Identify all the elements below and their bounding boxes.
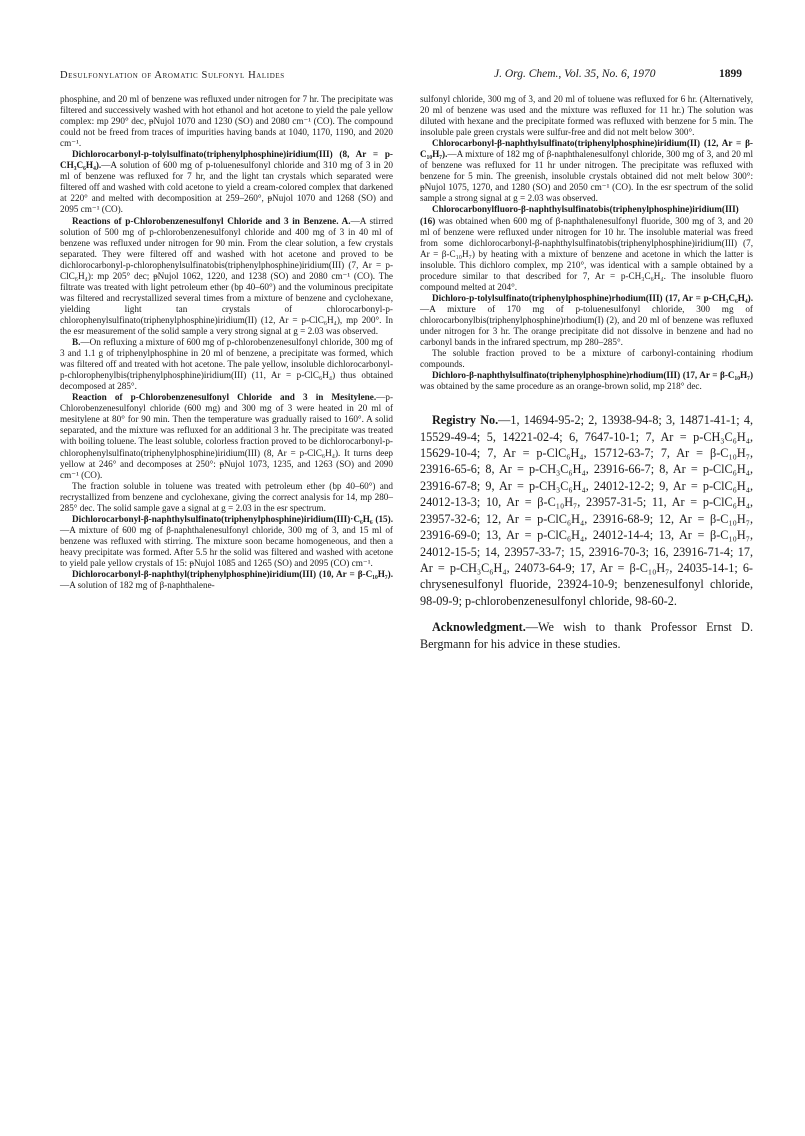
paragraph-heading: Dichloro-p-tolylsulfinato(triphenylphosphine)rhodium(III) (17, Ar = p-CH₃C₆H₄). <box>432 292 753 303</box>
paragraph: Reaction of p-Chlorobenzenesulfonyl Chloride and 3 in Mesitylene.—p-Chlorobenzenesulfonyl chloride (600 mg) and 300 mg of 3 were heated in 20 ml of mesitylene at 80° for 90 min. Then the temperature was gradually raised to 160°. A solid separated, and the mixture was refluxed for an additional 3 hr. The precipitate was treated with boiling toluene. The least soluble, colorless fraction proved to be dichlorocarbonyl-p-chlorophenylsulfinato(triphenylphosphine)iridium(III) (8, Ar = p-ClC₆H₄). It turns deep yellow at 246° and decomposes at 250°: ᵽNujol 1073, 1235, and 1263 (SO) and 2090 cm⁻¹ (CO). <box>60 392 393 480</box>
paragraph: Dichlorocarbonyl-p-tolylsulfinato(triphenylphosphine)iridium(III) (8, Ar = p-CH₃C₆H₄).—A solution of 600 mg of p-toluenesulfonyl chloride and 310 mg of 3 in 20 ml of benzene was refluxed for 7 hr, and the light tan crystals which separated were filtered off and washed with cold acetone to yield a cream-colored complex that darkened at 220° and melted with decomposition at 259–260°, ᵽNujol 1070 and 1268 (SO) and 2095 cm⁻¹ (CO). <box>60 149 393 215</box>
paragraph: sulfonyl chloride, 300 mg of 3, and 20 ml of toluene was refluxed for 6 hr. (Alternatively, 20 ml of benzene was used and the mixture was refluxed for 11 hr.) The solution was diluted with hexane and the precipitate formed was refluxed with benzene for 5 min. The insoluble pale green crystals were sulfur-free and did not melt below 300°. <box>420 94 753 138</box>
paragraph-heading: Dichloro-β-naphthylsulfinato(triphenylphosphine)rhodium(III) (17, Ar = β-C₁₀H₇) <box>432 370 753 381</box>
paragraph-heading: Reactions of p-Chlorobenzenesulfonyl Chloride and 3 in Benzene. A. <box>72 215 351 226</box>
paragraph-heading: Reaction of p-Chlorobenzenesulfonyl Chloride and 3 in Mesitylene. <box>72 392 377 403</box>
paragraph: The soluble fraction proved to be a mixture of carbonyl-containing rhodium compounds. <box>420 348 753 370</box>
paragraph-heading: Dichlorocarbonyl-β-naphthyl(triphenylphosphine)iridium(III) (10, Ar = β-C₁₀H₇). <box>72 569 393 580</box>
paragraph: Chlorocarbonylfluoro-β-naphthylsulfinatobis(triphenylphosphine)iridium(III) (16) was obtained when 600 mg of β-naphthalenesulfonyl fluoride, 300 mg of 3, and 20 ml of benzene were refluxed under nitrogen for 10 hr. The insoluble material was freed from some dichlorocarbonyl-β-naphthylsulfinatobis(triphenylphosphine)iridium(III) (7, Ar = β-C₁₀H₇) by heating with a mixture of benzene and acetone in which the latter is insoluble. This dichloro complex, mp 210°, was identical with a sample obtained by a procedure similar to that described for 7, Ar = p-CH₃C₆H₄. The insoluble fluoro compound melted at 204°. <box>420 204 753 292</box>
paragraph: Reactions of p-Chlorobenzenesulfonyl Chloride and 3 in Benzene. A.—A stirred solution of 500 mg of p-chlorobenzenesulfonyl chloride and 400 mg of 3 in 40 ml of benzene was refluxed under nitrogen for 90 min. From the clear solution, a few crystals separated. They were filtered off and washed with hot acetone and proved to be dichlorocarbonyl-p-chlorophenylsulfinatobis(triphenylphosphine)iridium(III) (7, Ar = p-ClC₆H₄): mp 205° dec; ᵽNujol 1062, 1220, and 1238 (SO) and 2080 cm⁻¹ (CO). The filtrate was treated with light petroleum ether (bp 40–60°) and the voluminous precipitate was filtered and recrystallized several times from a mixture of benzene and cyclohexane, yielding light tan crystals of chlorocarbonyl-p-chlorophenylsulfinato(triphenylphosphine)iridium(II) (12, Ar = p-ClC₆H₄), mp 200°. In the esr measurement of the solid sample a very strong signal at g = 2.03 was observed. <box>60 215 393 336</box>
paragraph: Dichlorocarbonyl-β-naphthylsulfinato(triphenylphosphine)iridium(III)·C₆H₆ (15).—A mixture of 600 mg of β-naphthalenesulfonyl chloride, 300 mg of 3, and 15 ml of benzene was refluxed with stirring. The mixture soon became homogeneous, and then a heavy precipitate was formed. After 5.5 hr the solid was filtered and washed with acetone to yield pale yellow crystals of 15: ᵽNujol 1085 and 1265 (SO) and 2095 (CO) cm⁻¹. <box>60 513 393 568</box>
paragraph: Dichloro-β-naphthylsulfinato(triphenylphosphine)rhodium(III) (17, Ar = β-C₁₀H₇) was obtained by the same procedure as an orange-brown solid, mp 218° dec. <box>420 370 753 392</box>
page-number: 1899 <box>719 68 742 80</box>
paragraph-heading: Chlorocarbonyl-β-naphthylsulfinato(triphenylphosphine)iridium(II) (12, Ar = β-C₁₀H₇). <box>420 138 753 160</box>
right-column <box>420 94 753 652</box>
paragraph: The fraction soluble in toluene was treated with petroleum ether (bp 40–60°) and recrystallized from benzene and cyclohexane, giving the correct analysis for 14, mp 280–285° dec. The solid sample gave a signal at g = 2.03 in the esr spectrum. <box>60 480 393 513</box>
paragraph-heading: Dichlorocarbonyl-p-tolylsulfinato(triphenylphosphine)iridium(III) (8, Ar = p-CH₃C₆H₄). <box>60 149 393 171</box>
journal-citation: J. Org. Chem., Vol. 35, No. 6, 1970 <box>494 68 656 80</box>
paragraph: Chlorocarbonyl-β-naphthylsulfinato(triphenylphosphine)iridium(II) (12, Ar = β-C₁₀H₇).—A mixture of 182 mg of β-naphthalenesulfonyl chloride, 300 mg of 3, and 20 ml of benzene was refluxed for 11 hr under nitrogen. The precipitate was refluxed with benzene for 5 min. The greenish, insoluble crystals obtained did not melt below 300°: ᵽNujol 1075, 1270, and 1280 (SO) and 2050 cm⁻¹ (CO). In the esr spectrum of the solid sample a strong signal at g = 2.03 was observed. <box>420 138 753 204</box>
paragraph: Dichloro-p-tolylsulfinato(triphenylphosphine)rhodium(III) (17, Ar = p-CH₃C₆H₄).—A mixture of 170 mg of p-toluenesulfonyl chloride, 300 mg of chlorocarbonylbis(triphenylphosphine)rhodium(I) (2), and 20 ml of benzene was refluxed under nitrogen for 3 hr. The orange precipitate did not dissolve in benzene and had no carbonyl bands in the infrared spectrum, mp 280–285°. <box>420 292 753 348</box>
paragraph: B.—On refluxing a mixture of 600 mg of p-chlorobenzenesulfonyl chloride, 300 mg of 3 and 1.1 g of triphenylphosphine in 20 ml of benzene, a precipitate was formed, which was filtered off and treated with hot acetone. The pale yellow, insoluble dichlorocarbonyl-p-chlorophenylbis(triphenylphosphine)iridium(III) (11, Ar = p-ClC₆H₄) thus obtained decomposed at 285°. <box>60 337 393 392</box>
paragraph: Dichlorocarbonyl-β-naphthyl(triphenylphosphine)iridium(III) (10, Ar = β-C₁₀H₇).—A solution of 182 mg of β-naphthalene- <box>60 569 393 591</box>
registry-label: Registry No. <box>432 413 499 428</box>
paragraph: phosphine, and 20 ml of benzene was refluxed under nitrogen for 7 hr. The precipitate was filtered and successively washed with hot ethanol and hot acetone to yield the pale yellow complex: mp 290° dec, ᵽNujol 1070 and 1230 (SO) and 2080 cm⁻¹ (CO). The compound could not be freed from traces of impurities having bands at 1040, 1170, 1190, and 2020 cm⁻¹. <box>60 94 393 149</box>
paragraph-heading: Dichlorocarbonyl-β-naphthylsulfinato(triphenylphosphine)iridium(III)·C₆H₆ (15). <box>72 513 393 524</box>
left-column <box>60 94 393 591</box>
paragraph-heading: Chlorocarbonylfluoro-β-naphthylsulfinatobis(triphenylphosphine)iridium(III) (16) <box>420 204 739 226</box>
registry-numbers: Registry No.—1, 14694-95-2; 2, 13938-94-8; 3, 14871-41-1; 4, 15529-49-4; 5, 14221-02-4; 6, 7647-10-1; 7, Ar = p-CH₃C₆H₄, 15629-10-4; 7, Ar = p-ClC₆H₄, 15712-63-7; 7, Ar = β-C₁₀H₇, 23916-65-6; 8, Ar = p-CH₃C₆H₄, 23916-66-7; 8, Ar = p-ClC₆H₄, 23916-67-8; 9, Ar = p-CH₃C₆H₄, 24012-12-2; 9, Ar = p-ClC₆H₄, 24012-13-3; 10, Ar = β-C₁₀H₇, 23957-31-5; 11, Ar = p-ClC₆H₄, 23957-32-6; 12, Ar = p-ClC₆H₄, 23916-68-9; 12, Ar = β-C₁₀H₇, 23916-69-0; 13, Ar = p-ClC₆H₄, 24012-14-4; 13, Ar = β-C₁₀H₇, 24012-15-5; 14, 23957-33-7; 15, 23916-70-3; 16, 23916-71-4; 17, Ar = p-CH₃C₆H₄, 24073-64-9; 17, Ar = β-C₁₀H₇, 24035-14-1; 6-chrysenesulfonyl fluoride, 23924-10-9; benzenesulfonyl chloride, 98-09-9; p-chlorobenzenesulfonyl chloride, 98-60-2. <box>420 413 754 608</box>
paragraph-heading: B. <box>72 337 81 348</box>
acknowledgment: Acknowledgment.—We wish to thank Professor Ernst D. Bergmann for his advice in these studies. <box>420 620 753 651</box>
acknowledgment-label: Acknowledgment. <box>432 620 526 635</box>
running-title: Desulfonylation of Aromatic Sulfonyl Halides <box>60 70 285 81</box>
